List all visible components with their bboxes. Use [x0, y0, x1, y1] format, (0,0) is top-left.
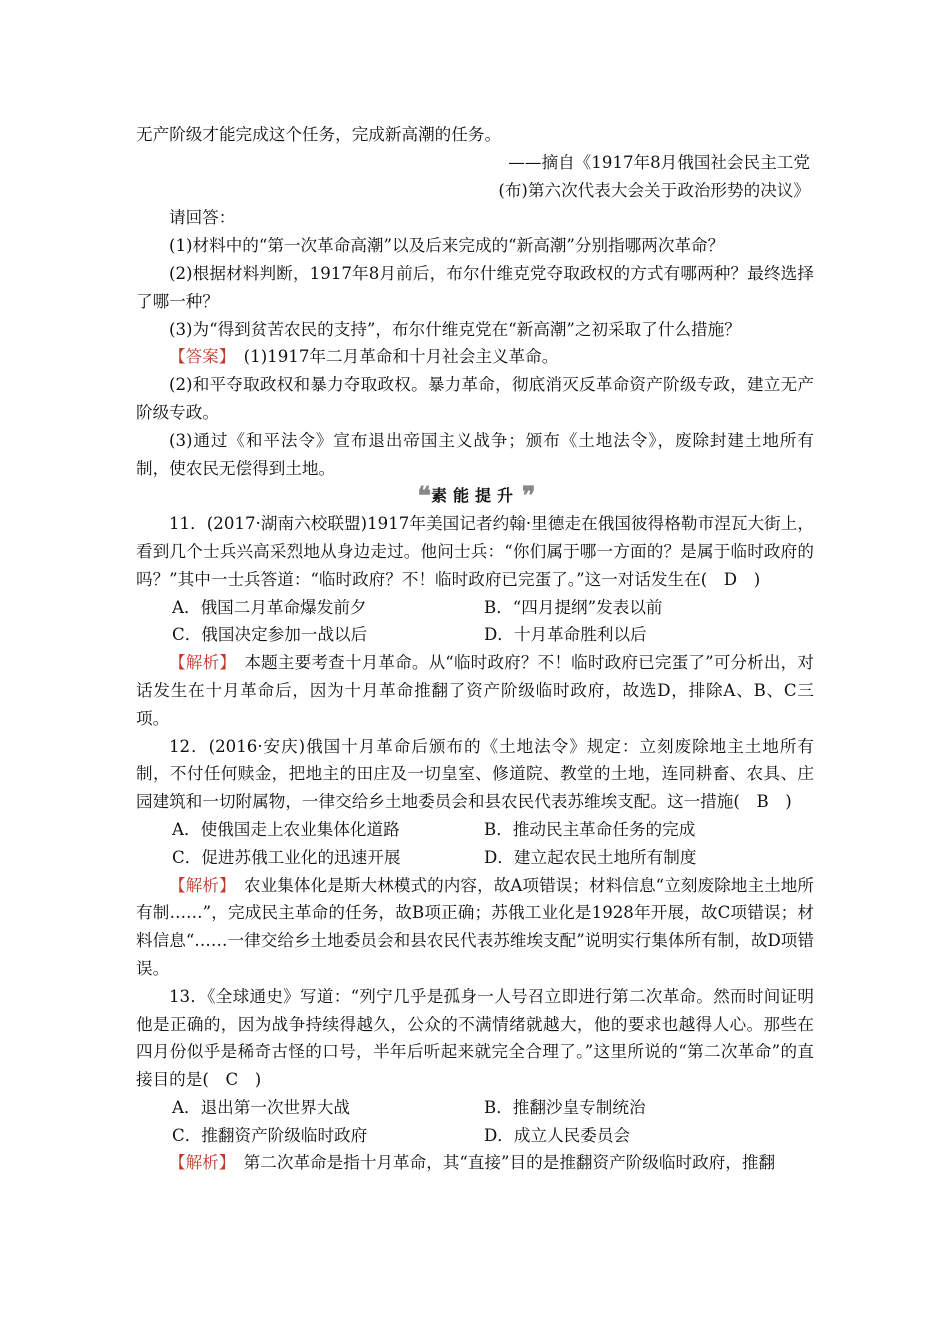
material-tail: 无产阶级才能完成这个任务，完成新高潮的任务。	[136, 125, 502, 144]
q11-analysis-text: 本题主要考查十月革命。从“临时政府？不！临时政府已完蛋了”可分析出，对话发生在十月革命后，因为十月革命推翻了资产阶级临时政府，故选D，排除A、B、C三项。	[136, 653, 814, 728]
question-13-options-row2	[136, 1122, 814, 1150]
answer-3: (3)通过《和平法令》宣布退出帝国主义战争；颁布《土地法令》，废除封建土地所有制，使农民无偿得到土地。	[136, 430, 814, 478]
answer-2: (2)和平夺取政权和暴力夺取政权。暴力革命，彻底消灭反革命资产阶级专政，建立无产阶级专政。	[136, 375, 814, 422]
q12-option-d: D．建立起农民土地所有制度	[484, 847, 697, 867]
question-11-options-row1	[136, 594, 814, 622]
open-quote-icon: ❝	[417, 481, 428, 511]
section-title: 素能提升	[430, 486, 519, 506]
question-12-options-row1	[136, 816, 814, 844]
q11-option-b: B．“四月提纲”发表以前	[484, 597, 663, 617]
q13-option-b: B．推翻沙皇专制统治	[484, 1097, 646, 1117]
q13-option-d: D．成立人民委员会	[484, 1125, 631, 1145]
question-3: (3)为“得到贫苦农民的支持”，布尔什维克党在“新高潮”之初采取了什么措施？	[169, 319, 741, 339]
q12-option-c: C．促进苏俄工业化的迅速开展	[172, 847, 401, 867]
q11-option-a: A．俄国二月革命爆发前夕	[172, 597, 367, 617]
answer-1-paragraph	[136, 343, 814, 371]
answer-tag: 【答案】	[169, 347, 228, 367]
question-11-stem: 11．(2017·湖南六校联盟)1917年美国记者约翰·里德走在俄国彼得格勒市涅瓦大街上，看到几个士兵兴高采烈地从身边走过。他问士兵：“你们属于哪一方面的？是属于临时政府的吗？”其中一士兵答道：“临时政府？不！临时政府已完蛋了。”这一对话发生在( D )	[136, 514, 814, 589]
question-11-analysis	[136, 649, 814, 732]
source-citation-line1: ——摘自《1917年8月俄国社会民主工党	[508, 152, 810, 172]
question-12-stem: 12．(2016·安庆)俄国十月革命后颁布的《土地法令》规定：立刻废除地主土地所有制，不付任何赎金，把地主的田庄及一切皇室、修道院、教堂的土地，连同耕畜、农具、庄园建筑和一切附属物，一律交给乡土地委员会和县农民代表苏维埃支配。这一措施( B )	[136, 736, 814, 812]
q13-option-a: A．退出第一次世界大战	[172, 1097, 350, 1117]
analysis-tag: 【解析】	[169, 653, 228, 673]
question-2: (2)根据材料判断，1917年8月前后，布尔什维克党夺取政权的方式有哪两种？最终选择了哪一种？	[136, 263, 814, 311]
question-1: (1)材料中的“第一次革命高潮”以及后来完成的“新高潮”分别指哪两次革命？	[169, 236, 725, 256]
question-12-analysis	[136, 872, 814, 983]
analysis-tag: 【解析】	[169, 875, 228, 895]
question-11-options-row2	[136, 621, 814, 649]
q12-analysis-text: 农业集体化是斯大林模式的内容，故A项错误；材料信息“立刻废除地主土地所有制……”，完成民主革命的任务，故B项正确；苏俄工业化是1928年开展，故C项错误；材料信息“……一律交给乡土地委员会和县农民代表苏维埃支配”说明实行集体所有制，故D项错误。	[136, 875, 814, 978]
close-quote-icon: ❞	[522, 481, 533, 511]
question-12-options-row2	[136, 844, 814, 872]
document-body	[136, 121, 814, 1177]
analysis-tag: 【解析】	[169, 1153, 228, 1173]
q11-option-d: D．十月革命胜利以后	[484, 625, 647, 645]
question-13-stem: 13．《全球通史》写道：“列宁几乎是孤身一人号召立即进行第二次革命。然而时间证明他是正确的，因为战争持续得越久，公众的不满情绪就越大，他的要求也越得人心。那些在四月份似乎是稀奇古怪的口号，半年后听起来就完全合理了。”这里所说的“第二次革命”的直接目的是( C )	[136, 986, 814, 1090]
q11-option-c: C．俄国决定参加一战以后	[172, 625, 368, 645]
q13-analysis-text: 第二次革命是指十月革命，其“直接”目的是推翻资产阶级临时政府，推翻	[227, 1153, 776, 1173]
q12-option-b: B．推动民主革命任务的完成	[484, 819, 696, 839]
answer-1: (1)1917年二月革命和十月社会主义革命。	[243, 347, 559, 367]
questions-prompt: 请回答：	[169, 208, 236, 228]
q13-option-c: C．推翻资产阶级临时政府	[172, 1125, 368, 1145]
q12-option-a: A．使俄国走上农业集体化道路	[172, 819, 400, 839]
question-13-analysis	[136, 1149, 814, 1177]
source-citation-line2: (布)第六次代表大会关于政治形势的决议》	[498, 180, 810, 200]
question-13-options-row1	[136, 1094, 814, 1122]
section-heading	[136, 482, 814, 510]
